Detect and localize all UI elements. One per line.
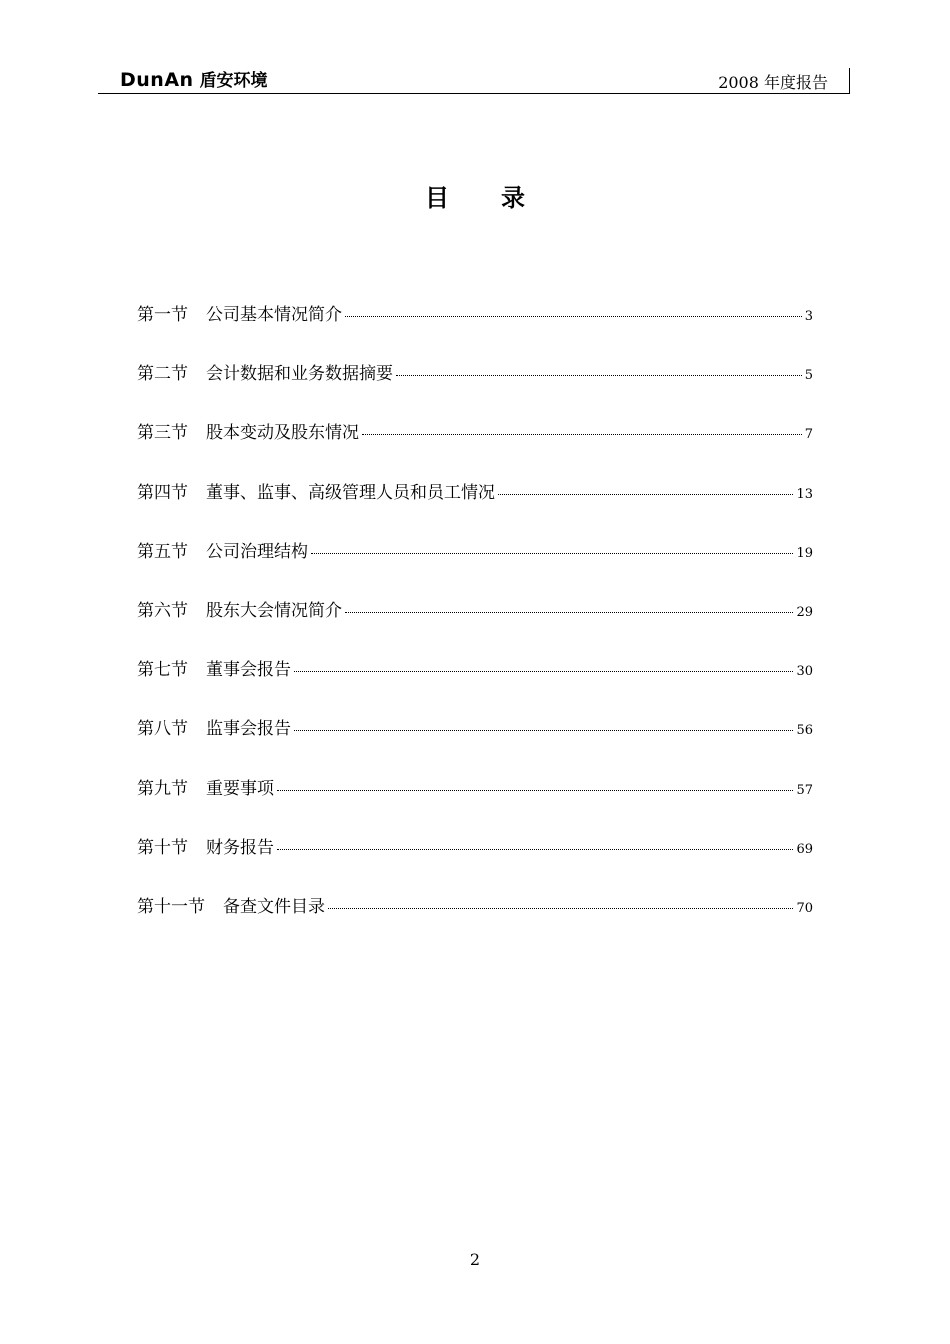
toc-leader-dots <box>311 553 793 554</box>
table-of-contents <box>137 300 813 951</box>
toc-section-number: 第十节 <box>137 837 188 858</box>
toc-section-number: 第一节 <box>137 305 188 325</box>
toc-section-title: 董事会报告 <box>206 660 291 681</box>
toc-page-number: 30 <box>796 664 813 680</box>
toc-leader-dots <box>345 316 802 317</box>
toc-section-title: 公司治理结构 <box>206 541 308 562</box>
logo-wordmark: DunAn <box>120 69 194 91</box>
toc-section-title: 重要事项 <box>206 778 274 799</box>
toc-section-number: 第七节 <box>137 660 188 681</box>
toc-section-number: 第三节 <box>137 423 188 444</box>
toc-leader-dots <box>277 790 793 791</box>
toc-page-number: 5 <box>804 368 813 384</box>
toc-section-number: 第二节 <box>137 364 188 385</box>
company-logo <box>120 66 268 91</box>
toc-page-number: 56 <box>796 723 813 739</box>
toc-leader-dots <box>362 434 802 435</box>
toc-entry[interactable] <box>137 418 813 477</box>
toc-section-title: 会计数据和业务数据摘要 <box>206 364 393 385</box>
toc-page-number: 69 <box>796 841 813 857</box>
toc-section-number: 第八节 <box>137 719 188 740</box>
toc-leader-dots <box>498 494 793 495</box>
toc-section-title: 公司基本情况简介 <box>206 305 342 325</box>
toc-leader-dots <box>294 730 793 731</box>
toc-section-title: 股东大会情况简介 <box>206 600 342 621</box>
toc-entry[interactable] <box>137 478 813 537</box>
toc-leader-dots <box>345 612 793 613</box>
toc-section-number: 第五节 <box>137 541 188 562</box>
header-rule <box>98 93 850 94</box>
toc-entry[interactable] <box>137 596 813 655</box>
toc-entry[interactable] <box>137 300 813 359</box>
header-divider-tick <box>849 68 850 94</box>
toc-section-title: 备查文件目录 <box>223 896 325 917</box>
toc-leader-dots <box>294 671 793 672</box>
toc-leader-dots <box>328 908 793 909</box>
toc-entry[interactable] <box>137 714 813 773</box>
toc-leader-dots <box>396 375 802 376</box>
toc-entry[interactable] <box>137 655 813 714</box>
toc-page-number: 19 <box>796 545 813 561</box>
toc-heading-char-1: 目 <box>425 183 449 212</box>
page-number: 2 <box>469 1250 481 1269</box>
toc-entry[interactable] <box>137 537 813 596</box>
toc-section-number: 第六节 <box>137 600 188 621</box>
page-header <box>98 62 850 94</box>
toc-page-number: 3 <box>804 309 813 324</box>
toc-leader-dots <box>277 849 793 850</box>
toc-section-title: 股本变动及股东情况 <box>206 423 359 444</box>
toc-page-number: 70 <box>796 900 813 916</box>
toc-section-title: 董事、监事、高级管理人员和员工情况 <box>206 482 495 503</box>
toc-section-number: 第十一节 <box>137 896 205 917</box>
toc-page-number: 7 <box>804 427 813 443</box>
toc-entry[interactable] <box>137 833 813 892</box>
toc-entry[interactable] <box>137 892 813 951</box>
toc-page-number: 57 <box>796 782 813 798</box>
toc-page-number: 29 <box>796 604 813 620</box>
toc-page-number: 13 <box>796 486 813 502</box>
toc-entry[interactable] <box>137 774 813 833</box>
toc-section-title: 财务报告 <box>206 837 274 858</box>
report-title: 2008 年度报告 <box>718 73 828 92</box>
toc-heading-char-2: 录 <box>501 183 525 212</box>
toc-heading <box>0 178 950 213</box>
toc-section-number: 第九节 <box>137 778 188 799</box>
toc-section-number: 第四节 <box>137 482 188 503</box>
logo-company-name: 盾安环境 <box>199 71 268 91</box>
toc-entry[interactable] <box>137 359 813 418</box>
toc-section-title: 监事会报告 <box>206 719 291 740</box>
